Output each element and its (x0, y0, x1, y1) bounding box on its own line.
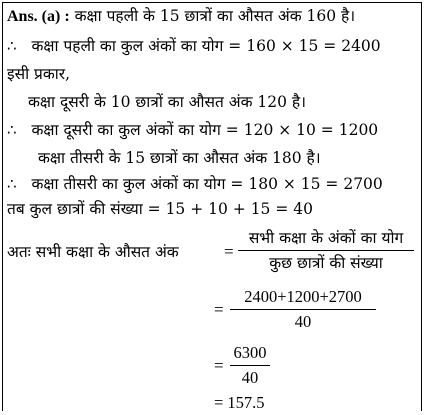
line-9-lhs (7, 242, 179, 262)
line-8-text: तब कुल छात्रों की संख्या = 15 + 10 + 15 = 40 (7, 200, 313, 218)
line-9-lhs-text: अतः सभी कक्षा के औसत अंक (7, 243, 179, 261)
fraction-3-bar (230, 365, 270, 366)
equals-3: = (214, 356, 224, 375)
fraction-1-denominator: कुछ छात्रों की संख्या (269, 254, 383, 272)
fraction-3-numerator: 6300 (233, 343, 267, 362)
answer-label: Ans. (a) : (7, 8, 70, 25)
line-3-text: इसी प्रकार, (7, 65, 71, 83)
fraction-3 (230, 343, 270, 388)
fraction-2-bar (230, 309, 376, 310)
line-6 (38, 148, 321, 168)
fraction-2 (230, 287, 376, 332)
line-1 (7, 6, 355, 27)
final-result: = 157.5 (214, 393, 265, 412)
therefore-symbol: ∴ (7, 37, 17, 55)
line-3 (7, 64, 70, 84)
line-7 (7, 174, 383, 194)
line-1-text: कक्षा पहली के 15 छात्रों का औसत अंक 160 है। (74, 7, 356, 25)
fraction-3-denominator: 40 (241, 368, 259, 387)
line-5 (7, 120, 378, 140)
line-8 (7, 199, 313, 219)
therefore-symbol: ∴ (7, 121, 17, 139)
fraction-2-denominator: 40 (294, 312, 312, 331)
fraction-1-numerator: सभी कक्षा के अंकों का योग (248, 229, 404, 247)
fraction-1-bar (238, 250, 414, 251)
fraction-1 (238, 228, 414, 273)
fraction-2-numerator: 2400+1200+2700 (244, 287, 362, 306)
line-5-text: कक्षा दूसरी का कुल अंकों का योग = 120 × 10 = 1200 (31, 121, 379, 139)
line-2-text: कक्षा पहली का कुल अंकों का योग = 160 × 15 = 2400 (31, 37, 381, 55)
equals-1: = (224, 242, 234, 261)
line-7-text: कक्षा तीसरी का कुल अंकों का योग = 180 × 15 = 2700 (31, 175, 383, 193)
line-6-text: कक्षा तीसरी के 15 छात्रों का औसत अंक 180 है। (38, 149, 321, 167)
line-4-text: कक्षा दूसरी के 10 छात्रों का औसत अंक 120 है। (28, 93, 307, 111)
therefore-symbol: ∴ (7, 175, 17, 193)
line-2 (7, 36, 381, 56)
line-4 (28, 92, 306, 112)
equals-2: = (214, 300, 224, 319)
